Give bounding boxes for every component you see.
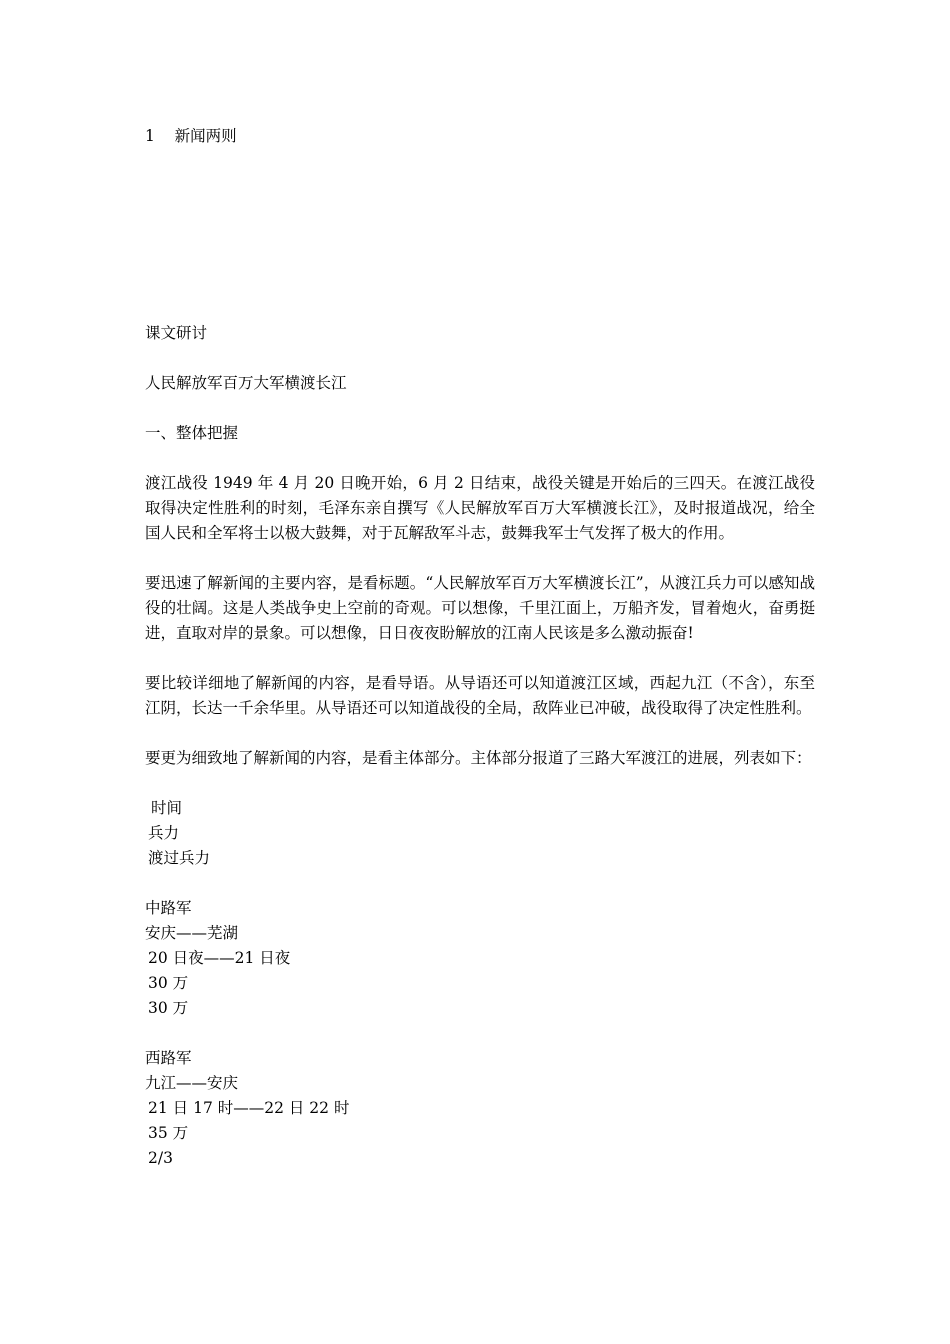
row-crossed: 2/3 [148, 1149, 173, 1167]
paragraph-4: 要更为细致地了解新闻的内容，是看主体部分。主体部分报道了三路大军渡江的进展，列表如下： [145, 749, 812, 767]
row-crossed: 30 万 [148, 999, 189, 1017]
paragraph-3: 要比较详细地了解新闻的内容，是看导语。从导语还可以知道渡江区域，西起九江（不含），东至江阴，长达一千余华里。从导语还可以知道战役的全局，敌阵业已冲破，战役取得了决定性胜利。 [145, 674, 815, 717]
article-title: 人民解放军百万大军横渡长江 [145, 374, 347, 392]
lesson-title: 新闻两则 [174, 127, 237, 145]
document-page [145, 124, 815, 1171]
row-army: 西路军 [145, 1049, 192, 1067]
row-time: 20 日夜——21 日夜 [148, 949, 291, 967]
table-header-troops: 兵力 [148, 824, 180, 842]
study-heading: 课文研讨 [145, 324, 208, 342]
row-troops: 30 万 [148, 974, 189, 992]
table-header [145, 796, 815, 871]
paragraph-1: 渡江战役 1949 年 4 月 20 日晚开始，6 月 2 日结束，战役关键是开始后的三四天。在渡江战役取得决定性胜利的时刻，毛泽东亲自撰写《人民解放军百万大军横渡长江》，及时报道战况，给全国人民和全军将士以极大鼓舞，对于瓦解敌军斗志，鼓舞我军士气发挥了极大的作用。 [145, 474, 815, 542]
spacer [145, 149, 815, 321]
row-route: 安庆——芜湖 [145, 924, 239, 942]
row-time: 21 日 17 时——22 日 22 时 [148, 1099, 350, 1117]
table-row [145, 896, 815, 1021]
table-header-time: 时间 [151, 799, 183, 817]
part1-heading: 一、整体把握 [145, 424, 239, 442]
lesson-heading [145, 124, 815, 149]
row-route: 九江——安庆 [145, 1074, 239, 1092]
row-troops: 35 万 [148, 1124, 189, 1142]
row-army: 中路军 [145, 899, 192, 917]
paragraph-2: 要迅速了解新闻的主要内容，是看标题。“人民解放军百万大军横渡长江”，从渡江兵力可以感知战役的壮阔。这是人类战争史上空前的奇观。可以想像，千里江面上，万船齐发，冒着炮火，奋勇挺进，直取对岸的景象。可以想像，日日夜夜盼解放的江南人民该是多么激动振奋! [145, 574, 815, 642]
table-row [145, 1046, 815, 1171]
table-header-crossed: 渡过兵力 [148, 849, 211, 867]
lesson-number: 1 [145, 127, 155, 145]
